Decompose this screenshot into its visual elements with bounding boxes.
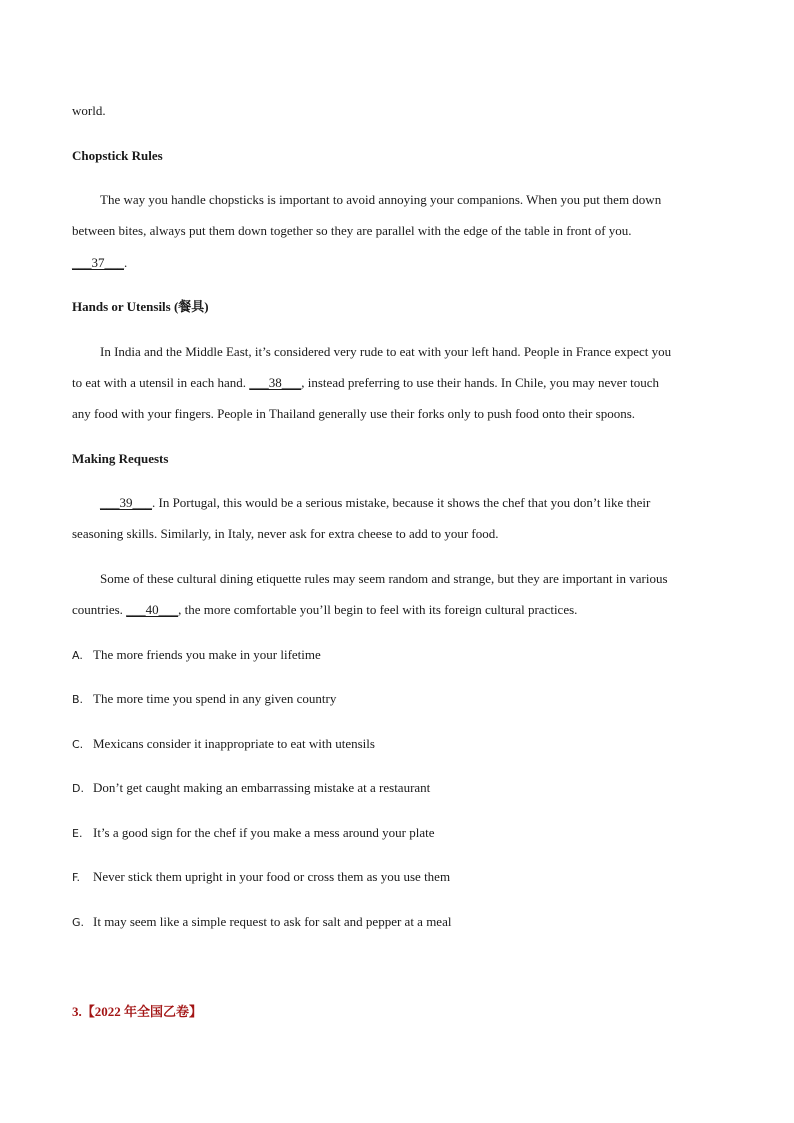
option-text: It may seem like a simple request to ask for salt and pepper at a meal (93, 914, 452, 929)
option-g (72, 914, 451, 931)
option-text: The more time you spend in any given country (93, 691, 337, 706)
fragment-line: world. (72, 103, 106, 118)
paragraph-line: seasoning skills. Similarly, in Italy, never ask for extra cheese to add to your food. (72, 526, 499, 541)
option-c (72, 736, 375, 753)
paragraph-line (72, 255, 127, 271)
option-f (72, 869, 450, 886)
option-d (72, 780, 430, 797)
paragraph-line: any food with your fingers. People in Thailand generally use their forks only to push food onto their spoons. (72, 406, 635, 421)
option-text: The more friends you make in your lifetime (93, 647, 321, 662)
option-letter: B. (72, 693, 84, 706)
blank-38: ___38___ (249, 375, 302, 390)
option-e (72, 825, 435, 842)
heading-hands-or-utensils: Hands or Utensils (餐具) (72, 299, 209, 314)
text-segment: , the more comfortable you’ll begin to feel with its foreign cultural practices. (178, 602, 578, 617)
paragraph-line: Some of these cultural dining etiquette rules may seem random and strange, but they are important in various (100, 571, 668, 586)
option-text: Never stick them upright in your food or cross them as you use them (93, 869, 451, 884)
text-segment: . In Portugal, this would be a serious mistake, because it shows the chef that you don’t like their (152, 495, 651, 510)
option-letter: G. (72, 916, 85, 929)
option-b (72, 691, 336, 708)
option-letter: C. (72, 738, 84, 751)
heading-making-requests: Making Requests (72, 451, 169, 466)
paragraph-line: The way you handle chopsticks is important to avoid annoying your companions. When you put them down (100, 192, 662, 207)
text-segment: , instead preferring to use their hands. In Chile, you may never touch (301, 375, 660, 390)
paragraph-line: between bites, always put them down together so they are parallel with the edge of the table in front of you. (72, 223, 632, 238)
option-letter: D. (72, 782, 84, 795)
paragraph-line (72, 602, 577, 618)
option-text: Mexicans consider it inappropriate to eat with utensils (93, 736, 375, 751)
option-text: Don’t get caught making an embarrassing mistake at a restaurant (93, 780, 431, 795)
text-segment: to eat with a utensil in each hand. (72, 375, 250, 390)
paragraph-line (72, 375, 659, 391)
text-segment: countries. (72, 602, 127, 617)
option-a (72, 647, 321, 664)
option-letter: A. (72, 649, 83, 662)
blank-40: ___40___ (126, 602, 179, 617)
blank-suffix: . (124, 255, 128, 270)
heading-chopstick-rules: Chopstick Rules (72, 148, 163, 163)
blank-37: ___37___ (72, 255, 124, 270)
option-letter: E. (72, 827, 83, 840)
option-letter: F. (72, 871, 81, 884)
option-text: It’s a good sign for the chef if you make a mess around your plate (93, 825, 435, 840)
blank-39: ___39___ (100, 495, 152, 510)
next-question-label: 3.【2022 年全国乙卷】 (72, 1004, 203, 1019)
paragraph-line: In India and the Middle East, it’s considered very rude to eat with your left hand. People in France expect you (100, 344, 672, 359)
paragraph-line (100, 495, 650, 511)
